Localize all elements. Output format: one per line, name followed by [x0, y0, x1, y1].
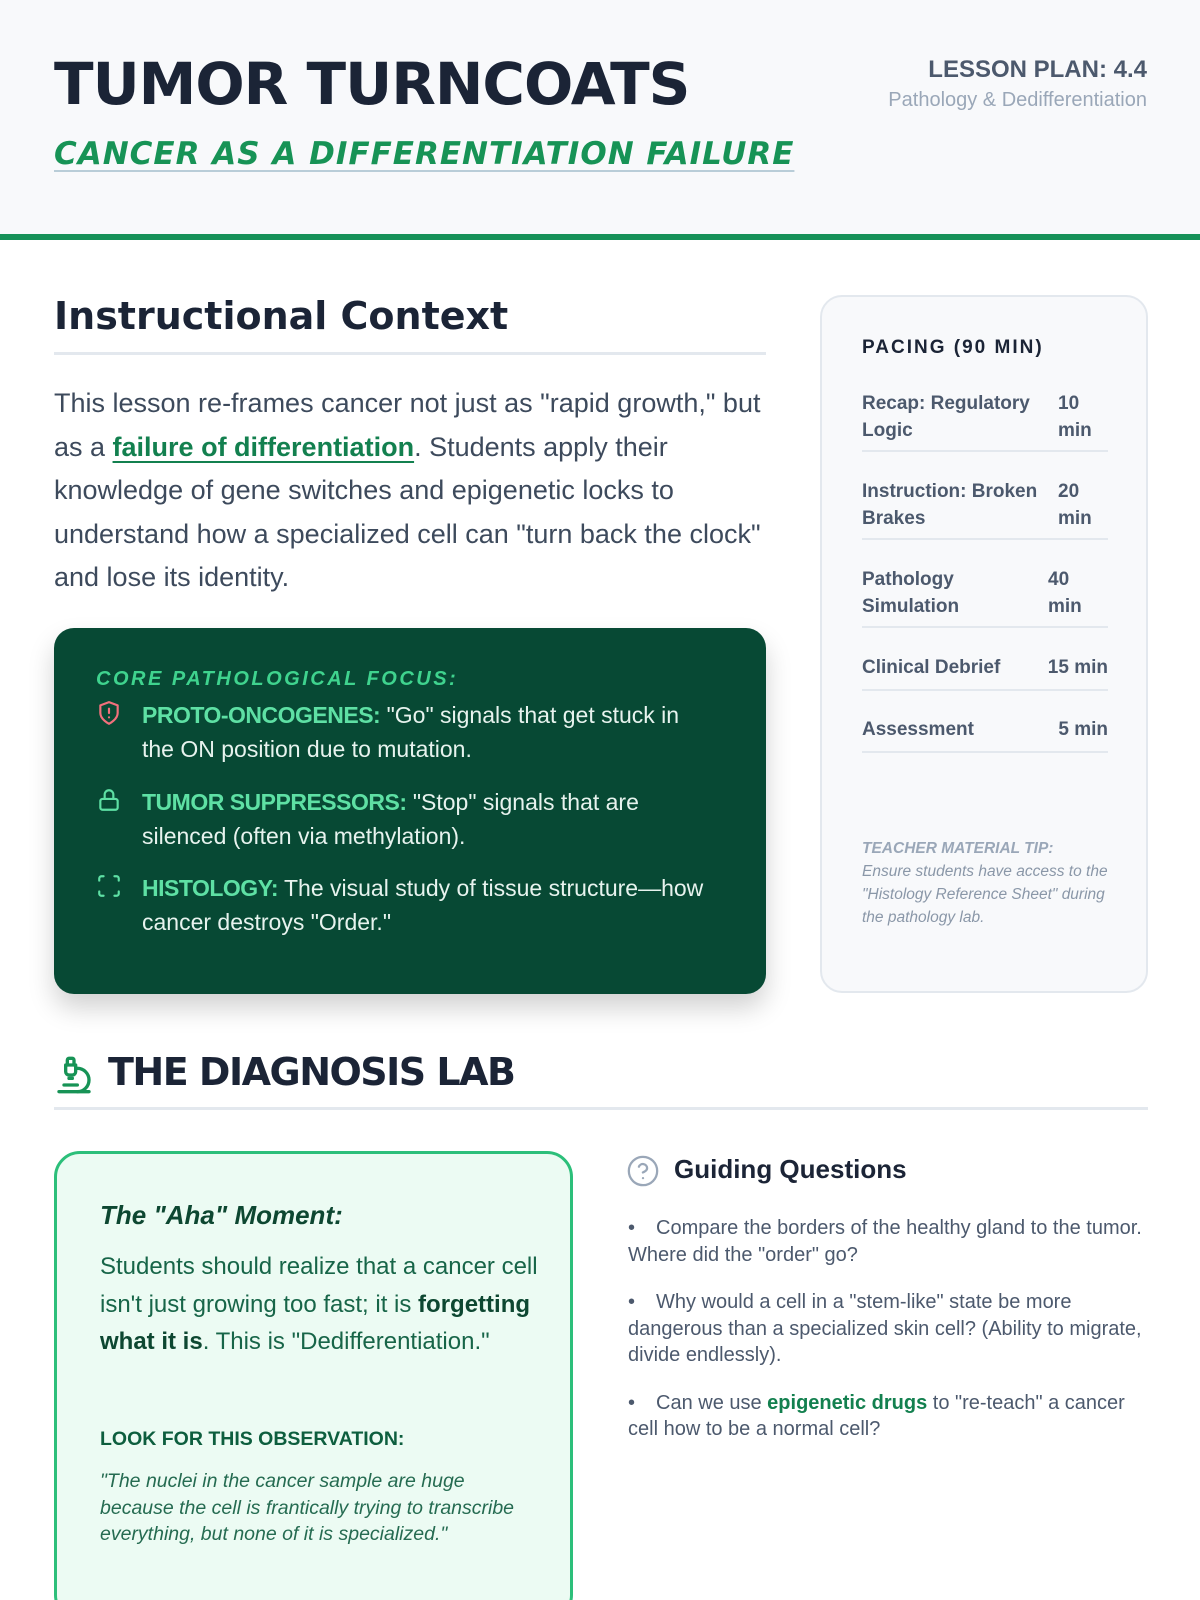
page-subtitle: CANCER AS A DIFFERENTIATION FAILURE [54, 136, 795, 172]
focus-item-text: "Go" signals that get stuck in the ON position due to mutation. [142, 702, 680, 762]
page-title: TUMOR TURNCOATS [54, 50, 690, 118]
pacing-activity: Instruction: Broken Brakes [862, 481, 1038, 529]
pacing-row [862, 654, 1108, 691]
lock-icon [96, 787, 122, 813]
pacing-duration: 5 min [1058, 719, 1108, 740]
differentiation-link[interactable]: failure of differentiation [112, 431, 415, 462]
pacing-row [862, 478, 1108, 540]
pacing-card [820, 295, 1148, 993]
aha-text: Students should realize that a cancer cell isn't just growing too fast; it is [100, 1253, 538, 1318]
question-text: Can we use [656, 1391, 768, 1414]
focus-item-label: PROTO-ONCOGENES: [142, 702, 381, 728]
pacing-duration: 10 min [1058, 393, 1092, 441]
observation-quote: "The nuclei in the cancer sample are huge because the cell is frantically trying to transcribe everything, but none of it is specialized." [100, 1470, 515, 1545]
microscope-icon [54, 1055, 94, 1095]
teacher-tip-text: Ensure students have access to the "Histology Reference Sheet" during the pathology lab. [862, 863, 1108, 926]
aha-heading: The "Aha" Moment: [100, 1200, 343, 1230]
pacing-row [862, 566, 1108, 628]
context-paragraph [54, 382, 770, 600]
teacher-tip [862, 837, 1108, 929]
teacher-tip-label: TEACHER MATERIAL TIP: [862, 840, 1054, 857]
focus-item-text: "Stop" signals that are silenced (often via methylation). [142, 789, 639, 849]
pacing-duration: 40 min [1048, 569, 1082, 617]
scan-icon [96, 873, 122, 899]
focus-item-label: TUMOR SUPPRESSORS: [142, 789, 407, 815]
focus-heading: CORE PATHOLOGICAL FOCUS: [96, 668, 459, 690]
lesson-plan-number: LESSON PLAN: 4.4 [928, 56, 1147, 83]
pacing-duration: 20 min [1058, 481, 1092, 529]
pacing-row [862, 716, 1108, 753]
guiding-question: • Why would a cell in a "stem-like" state be more dangerous than a specialized skin cell? (Ability to migrate, divide endlessly). [628, 1291, 1142, 1366]
focus-item-label: HISTOLOGY: [142, 875, 278, 901]
aha-moment-card [54, 1151, 573, 1600]
question-text: Compare the borders of the healthy gland to the tumor. Where did the "order" go? [628, 1217, 1142, 1266]
epigenetic-drugs-term: epigenetic drugs [767, 1391, 928, 1414]
guiding-questions-list [628, 1215, 1148, 1464]
pacing-duration: 15 min [1047, 657, 1108, 678]
pacing-activity: Clinical Debrief [862, 657, 1001, 678]
page-header [0, 0, 1200, 240]
question-text: Why would a cell in a "stem-like" state be more dangerous than a specialized skin cell? (Ability to migrate, divide endlessly). [628, 1291, 1142, 1366]
guiding-question: • Can we use epigenetic drugs to "re-teach" a cancer cell how to be a normal cell? [628, 1391, 1125, 1440]
aha-paragraph [100, 1248, 540, 1361]
aha-text-end: . This is "Dedifferentiation." [202, 1328, 490, 1355]
aha-emphasis: forgetting what it is [100, 1290, 531, 1355]
context-text-end: . Students apply their knowledge of gene switches and epigenetic locks to understand how a specialized cell can "turn back the clock" and lose its identity. [54, 431, 761, 592]
guiding-question: • Compare the borders of the healthy gland to the tumor. Where did the "order" go? [628, 1217, 1142, 1266]
lab-divider [54, 1107, 1148, 1110]
pacing-activity: Assessment [862, 719, 974, 740]
pacing-heading: PACING (90 MIN) [862, 337, 1044, 358]
context-divider [54, 352, 766, 355]
help-circle-icon [626, 1154, 660, 1188]
context-heading: Instructional Context [54, 294, 509, 338]
lesson-plan-topic: Pathology & Dedifferentiation [888, 89, 1147, 111]
focus-item-text: The visual study of tissue structure—how cancer destroys "Order." [142, 875, 704, 935]
core-focus-card [54, 628, 766, 994]
pacing-activity: Recap: Regulatory Logic [862, 393, 1030, 441]
guiding-questions-heading: Guiding Questions [674, 1154, 907, 1184]
observation-heading: LOOK FOR THIS OBSERVATION: [100, 1428, 405, 1450]
question-text-end: to "re-teach" a cancer cell how to be a normal cell? [628, 1391, 1125, 1440]
shield-alert-icon [96, 700, 122, 726]
context-text: This lesson re-frames cancer not just as "rapid growth," but as a [54, 388, 761, 462]
pacing-row [862, 390, 1108, 452]
pacing-activity: Pathology Simulation [862, 569, 960, 617]
diagnosis-lab-heading: THE DIAGNOSIS LAB [108, 1050, 515, 1094]
